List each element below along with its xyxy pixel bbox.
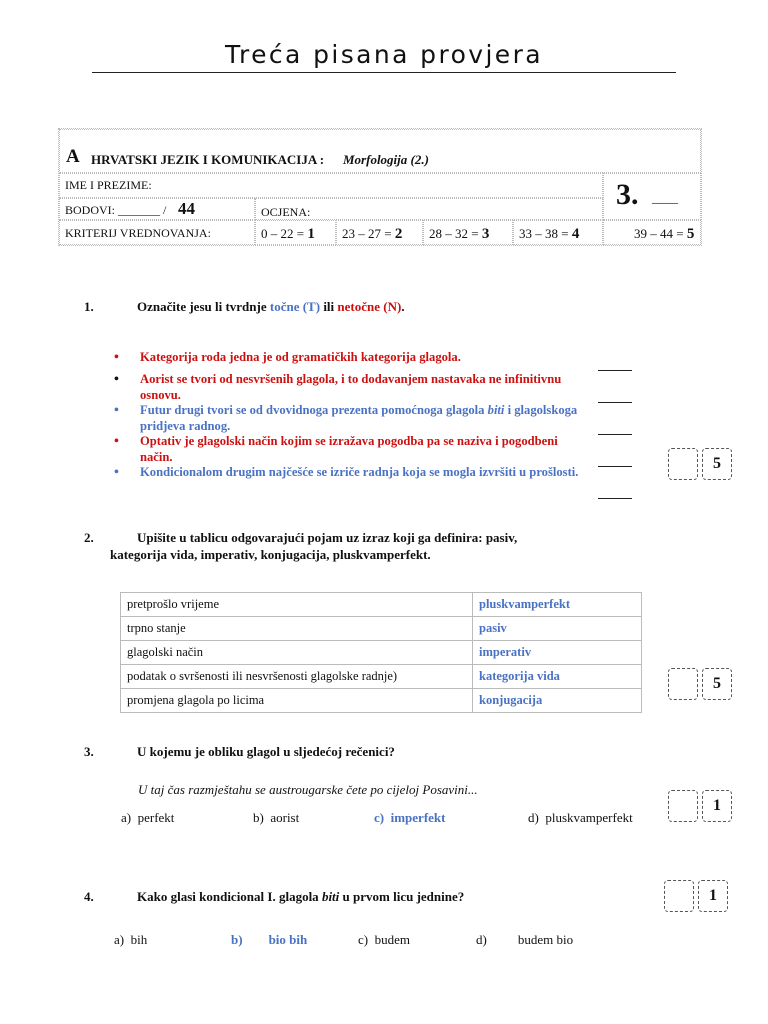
criteria-cell <box>255 220 336 245</box>
criteria-grade: 5 <box>686 226 695 242</box>
definition-cell: trpno stanje <box>121 617 473 641</box>
points-max-box: 5 <box>702 668 732 700</box>
option-letter: b) <box>231 932 243 947</box>
criteria-grade: 3 <box>481 226 490 242</box>
q4-text-italic: biti <box>321 889 340 904</box>
answer-cell[interactable]: pasiv <box>473 617 642 641</box>
grade-line: ____ <box>652 190 678 205</box>
answer-blank[interactable] <box>598 434 632 435</box>
grade-box <box>603 173 701 220</box>
points-max-box: 5 <box>702 448 732 480</box>
option-b[interactable] <box>231 932 307 948</box>
option-b[interactable] <box>253 810 299 826</box>
q1-statements <box>112 350 582 496</box>
q3-number: 3. <box>84 744 94 759</box>
q4-text-pre: Kako glasi kondicional I. glagola <box>137 889 319 904</box>
option-text: bih <box>130 932 148 947</box>
statement-italic: biti <box>487 403 505 417</box>
option-d[interactable] <box>476 932 573 948</box>
points-label: BODOVI: _______ / <box>65 203 167 217</box>
option-text: budem bio <box>517 932 574 947</box>
q2-number: 2. <box>84 530 94 545</box>
answer-blank[interactable] <box>598 498 632 499</box>
q4-text <box>137 889 464 905</box>
criteria-grade: 4 <box>571 226 580 242</box>
option-letter: d) <box>528 810 539 825</box>
statement-item: • Kondicionalom drugim najčešće se izriče radnja koja se mogla izvršiti u prošlosti. <box>112 465 582 496</box>
points-max-box: 1 <box>698 880 728 912</box>
q3-text: U kojemu je obliku glagol u sljedećoj rečenici? <box>137 744 395 759</box>
q1-false-word: netočne (N) <box>337 299 402 314</box>
q4-text-post: u prvom licu jednine? <box>342 889 465 904</box>
ocjena-label: OCJENA: <box>261 205 311 219</box>
definition-cell: podatak o svršenosti ili nesvršenosti glagolske radnje) <box>121 665 473 689</box>
answer-cell[interactable]: kategorija vida <box>473 665 642 689</box>
table-row <box>121 641 642 665</box>
option-letter: b) <box>253 810 264 825</box>
q2-text-line1: Upišite u tablicu odgovarajući pojam uz izraz koji ga definira: pasiv, <box>137 530 518 545</box>
topic-name: Morfologija (2.) <box>343 152 429 167</box>
page-title: Treća pisana provjera <box>224 40 543 69</box>
option-a[interactable] <box>114 932 147 948</box>
q1-end: . <box>401 299 405 314</box>
ocjena-row <box>255 198 603 220</box>
name-label: IME I PREZIME: <box>65 178 152 192</box>
header-subject-row <box>59 129 701 173</box>
definition-cell: pretprošlo vrijeme <box>121 593 473 617</box>
option-text: bio bih <box>268 932 308 947</box>
option-a[interactable] <box>121 810 174 826</box>
points-earned-box[interactable] <box>664 880 694 912</box>
criteria-grade: 1 <box>307 226 315 242</box>
definition-cell: glagolski način <box>121 641 473 665</box>
option-d[interactable] <box>528 810 633 826</box>
answer-blank[interactable] <box>598 370 632 371</box>
statement-text: i glagolskoga pridjeva radnog. <box>140 403 578 433</box>
answer-blank[interactable] <box>598 466 632 467</box>
option-letter: c) <box>374 810 385 825</box>
criteria-range: 33 – 38 = <box>519 226 569 241</box>
table-row <box>121 617 642 641</box>
criteria-range: 39 – 44 = <box>634 226 684 241</box>
answer-cell[interactable]: imperativ <box>473 641 642 665</box>
group-letter: A <box>66 146 80 167</box>
table-row <box>121 665 642 689</box>
option-letter: d) <box>476 932 487 947</box>
option-letter: a) <box>121 810 132 825</box>
q3-sentence: U taj čas razmještahu se austrougarske čete po cijeloj Posavini... <box>138 782 478 797</box>
statement-item: • Optativ je glagolski način kojim se izražava pogodba pa se naziva i pogodbeni način. <box>112 434 582 465</box>
q2-text-line2: kategorija vida, imperativ, konjugacija, pluskvamperfekt. <box>110 547 431 562</box>
option-text: imperfekt <box>390 810 446 825</box>
criteria-label: KRITERIJ VREDNOVANJA: <box>65 226 211 240</box>
statement-item: • Kategorija roda jedna je od gramatičkih kategorija glagola. <box>112 350 582 372</box>
q1-text <box>137 299 405 315</box>
title-underline <box>92 72 676 73</box>
grade-mark: 3. <box>616 178 639 211</box>
criteria-cell <box>603 220 701 245</box>
option-text: aorist <box>270 810 300 825</box>
q1-ili: ili <box>323 299 335 314</box>
option-c[interactable] <box>374 810 445 826</box>
table-row <box>121 689 642 713</box>
statement-text: Futur drugi tvori se od dvovidnoga prezenta pomoćnoga glagola <box>140 403 485 417</box>
points-earned-box[interactable] <box>668 448 698 480</box>
q1-true-word: točne (T) <box>269 299 321 314</box>
answer-cell[interactable]: pluskvamperfekt <box>473 593 642 617</box>
option-text: perfekt <box>137 810 175 825</box>
statement-item <box>112 403 582 434</box>
option-text: pluskvamperfekt <box>545 810 633 825</box>
option-text: budem <box>374 932 410 947</box>
criteria-range: 23 – 27 = <box>342 226 392 241</box>
definition-cell: promjena glagola po licima <box>121 689 473 713</box>
answer-blank[interactable] <box>598 402 632 403</box>
q4-number: 4. <box>84 889 94 904</box>
points-earned-box[interactable] <box>668 668 698 700</box>
criteria-cell <box>423 220 513 245</box>
criteria-grade: 2 <box>394 226 403 242</box>
points-max: 44 <box>178 199 195 218</box>
definition-table <box>120 592 642 713</box>
name-row <box>59 173 603 198</box>
option-c[interactable] <box>358 932 410 948</box>
points-max-box: 1 <box>702 790 732 822</box>
criteria-range: 0 – 22 = <box>261 226 305 241</box>
option-letter: a) <box>114 932 125 947</box>
answer-cell[interactable]: konjugacija <box>473 689 642 713</box>
q1-number: 1. <box>84 299 94 314</box>
points-row <box>59 198 255 220</box>
criteria-cell <box>513 220 603 245</box>
subject-name: HRVATSKI JEZIK I KOMUNIKACIJA : <box>91 152 325 167</box>
criteria-cell <box>336 220 423 245</box>
table-row <box>121 593 642 617</box>
q1-text-pre: Označite jesu li tvrdnje <box>137 299 267 314</box>
statement-item: • Aorist se tvori od nesvršenih glagola, i to dodavanjem nastavaka ne infinitivnu osnovu. <box>112 372 582 403</box>
criteria-label-cell <box>59 220 255 245</box>
header-table <box>58 128 702 246</box>
points-earned-box[interactable] <box>668 790 698 822</box>
option-letter: c) <box>358 932 369 947</box>
criteria-range: 28 – 32 = <box>429 226 479 241</box>
